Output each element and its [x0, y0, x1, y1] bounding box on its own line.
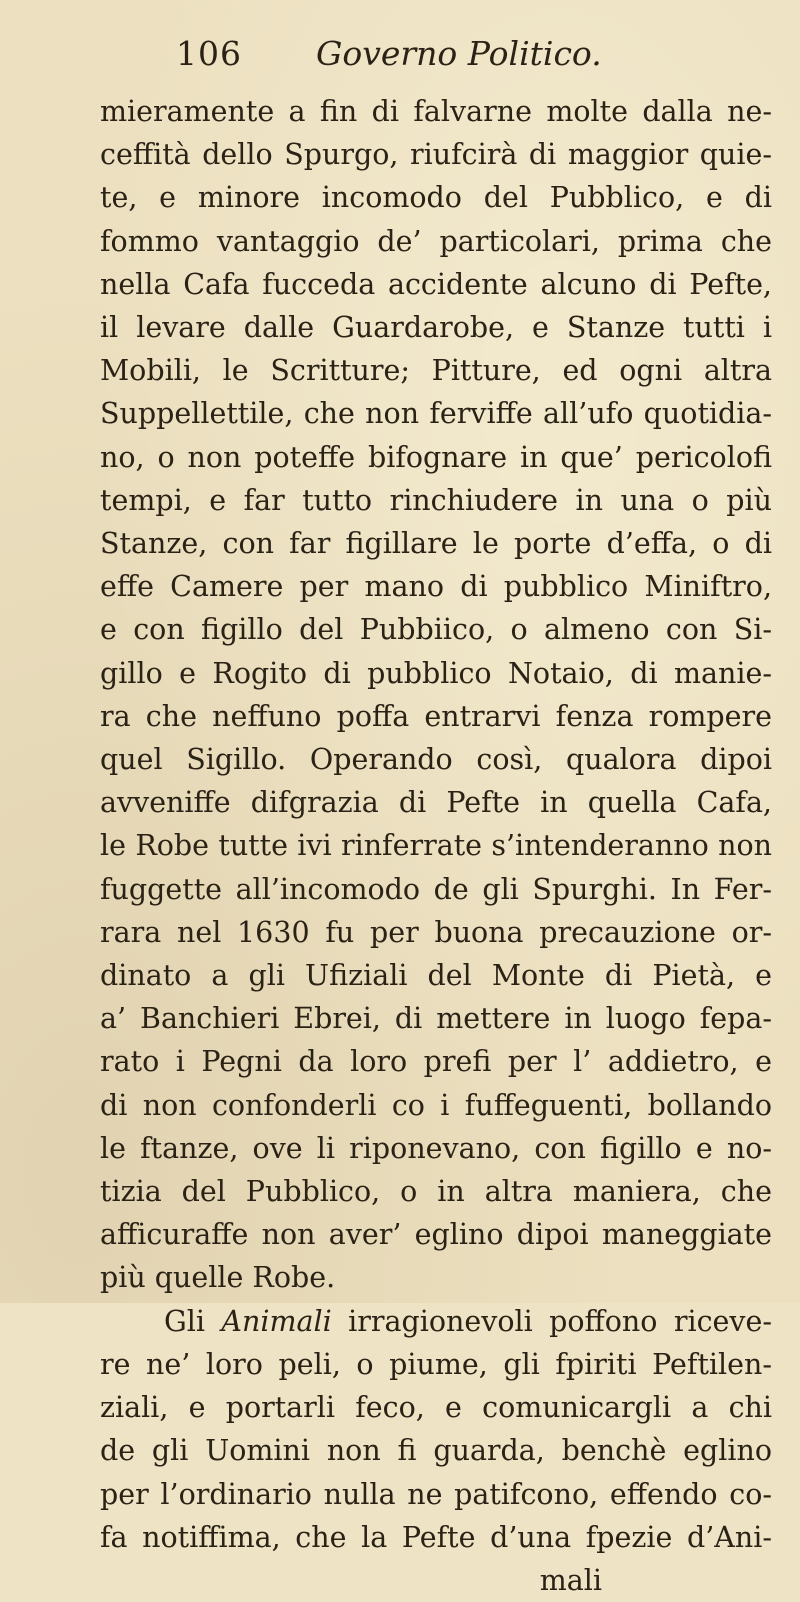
text-line: le ftanze, ove li riponevano, con figillo e no-: [100, 1131, 772, 1165]
text-line: nella Cafa fucceda accidente alcuno di Pefte,: [100, 267, 772, 301]
text-line: tizia del Pubblico, o in altra maniera, che: [100, 1175, 772, 1209]
text-line: mieramente a fin di falvarne molte dalla ne-: [100, 95, 772, 128]
text-line: fuggette all’incomodo de gli Spurghi. In Fer-: [100, 872, 772, 906]
text-line: quel Sigillo. Operando così, qualora dipoi: [100, 743, 772, 777]
text-line: ziali, e portarli feco, e comunicargli a chi: [100, 1391, 772, 1425]
text-line: rara nel 1630 fu per buona precauzione or-: [100, 915, 772, 949]
text-line: ra che neffuno poffa entrarvi fenza rompere: [100, 699, 772, 733]
text-line: il levare dalle Guardarobe, e Stanze tutti i: [100, 311, 772, 345]
text-line: effe Camere per mano di pubblico Miniftro,: [100, 570, 772, 604]
italic-word: Animali: [221, 1304, 332, 1338]
text-line: Stanze, con far figillare le porte d’effa, o di: [100, 527, 772, 561]
text-line: di non confonderli co i fuffeguenti, bollando: [100, 1088, 772, 1122]
text-line: tempi, e far tutto rinchiudere in una o più: [100, 483, 772, 517]
text-line: de gli Uomini non fi guarda, benchè eglino: [100, 1434, 772, 1468]
body-text: [100, 90, 772, 1602]
text-line: re ne’ loro peli, o piume, gli fpiriti Peftilen-: [100, 1347, 772, 1381]
text-line: rato i Pegni da loro prefi per l’ addietro, e: [100, 1045, 772, 1079]
text-line: Suppellettile, che non ferviffe all’ufo quotidia-: [100, 397, 772, 431]
text-line: avveniffe difgrazia di Pefte in quella Cafa,: [100, 786, 772, 820]
text-line: le Robe tutte ivi rinferrate s’intenderanno non: [100, 829, 772, 863]
paragraph-start-line: [100, 1300, 772, 1343]
text-line: dinato a gli Ufiziali del Monte di Pietà, e: [100, 959, 772, 993]
page-number: 106: [176, 34, 242, 73]
text-line: Mobili, le Scritture; Pitture, ed ogni altra: [100, 354, 772, 388]
page-header: [176, 34, 772, 90]
text-line: fommo vantaggio de’ particolari, prima che: [100, 224, 772, 258]
text-line: fa notiffima, che la Pefte d’una fpezie d’Ani-: [100, 1520, 772, 1554]
text-line: afficuraffe non aver’ eglino dipoi maneggiate: [100, 1218, 772, 1252]
paragraph-start-word: Gli: [164, 1304, 205, 1338]
catchword: mali: [539, 1563, 602, 1597]
running-title: Governo Politico.: [316, 34, 602, 73]
text-line: ceffità dello Spurgo, riufcirà di maggior quie-: [100, 138, 772, 172]
text-line: gillo e Rogito di pubblico Notaio, di manie-: [100, 656, 772, 690]
text-line: te, e minore incomodo del Pubblico, e di: [100, 181, 772, 215]
text-line: no, o non poteffe bifognare in que’ pericolofi: [100, 440, 772, 474]
text-line: per l’ordinario nulla ne patifcono, effendo co-: [100, 1477, 772, 1511]
paragraph-start-rest: irragionevoli poffono riceve-: [348, 1304, 772, 1338]
text-line: più quelle Robe.: [100, 1261, 336, 1295]
text-line: a’ Banchieri Ebrei, di mettere in luogo fepa-: [100, 1002, 772, 1036]
text-line: e con figillo del Pubbiico, o almeno con Si-: [100, 613, 772, 647]
